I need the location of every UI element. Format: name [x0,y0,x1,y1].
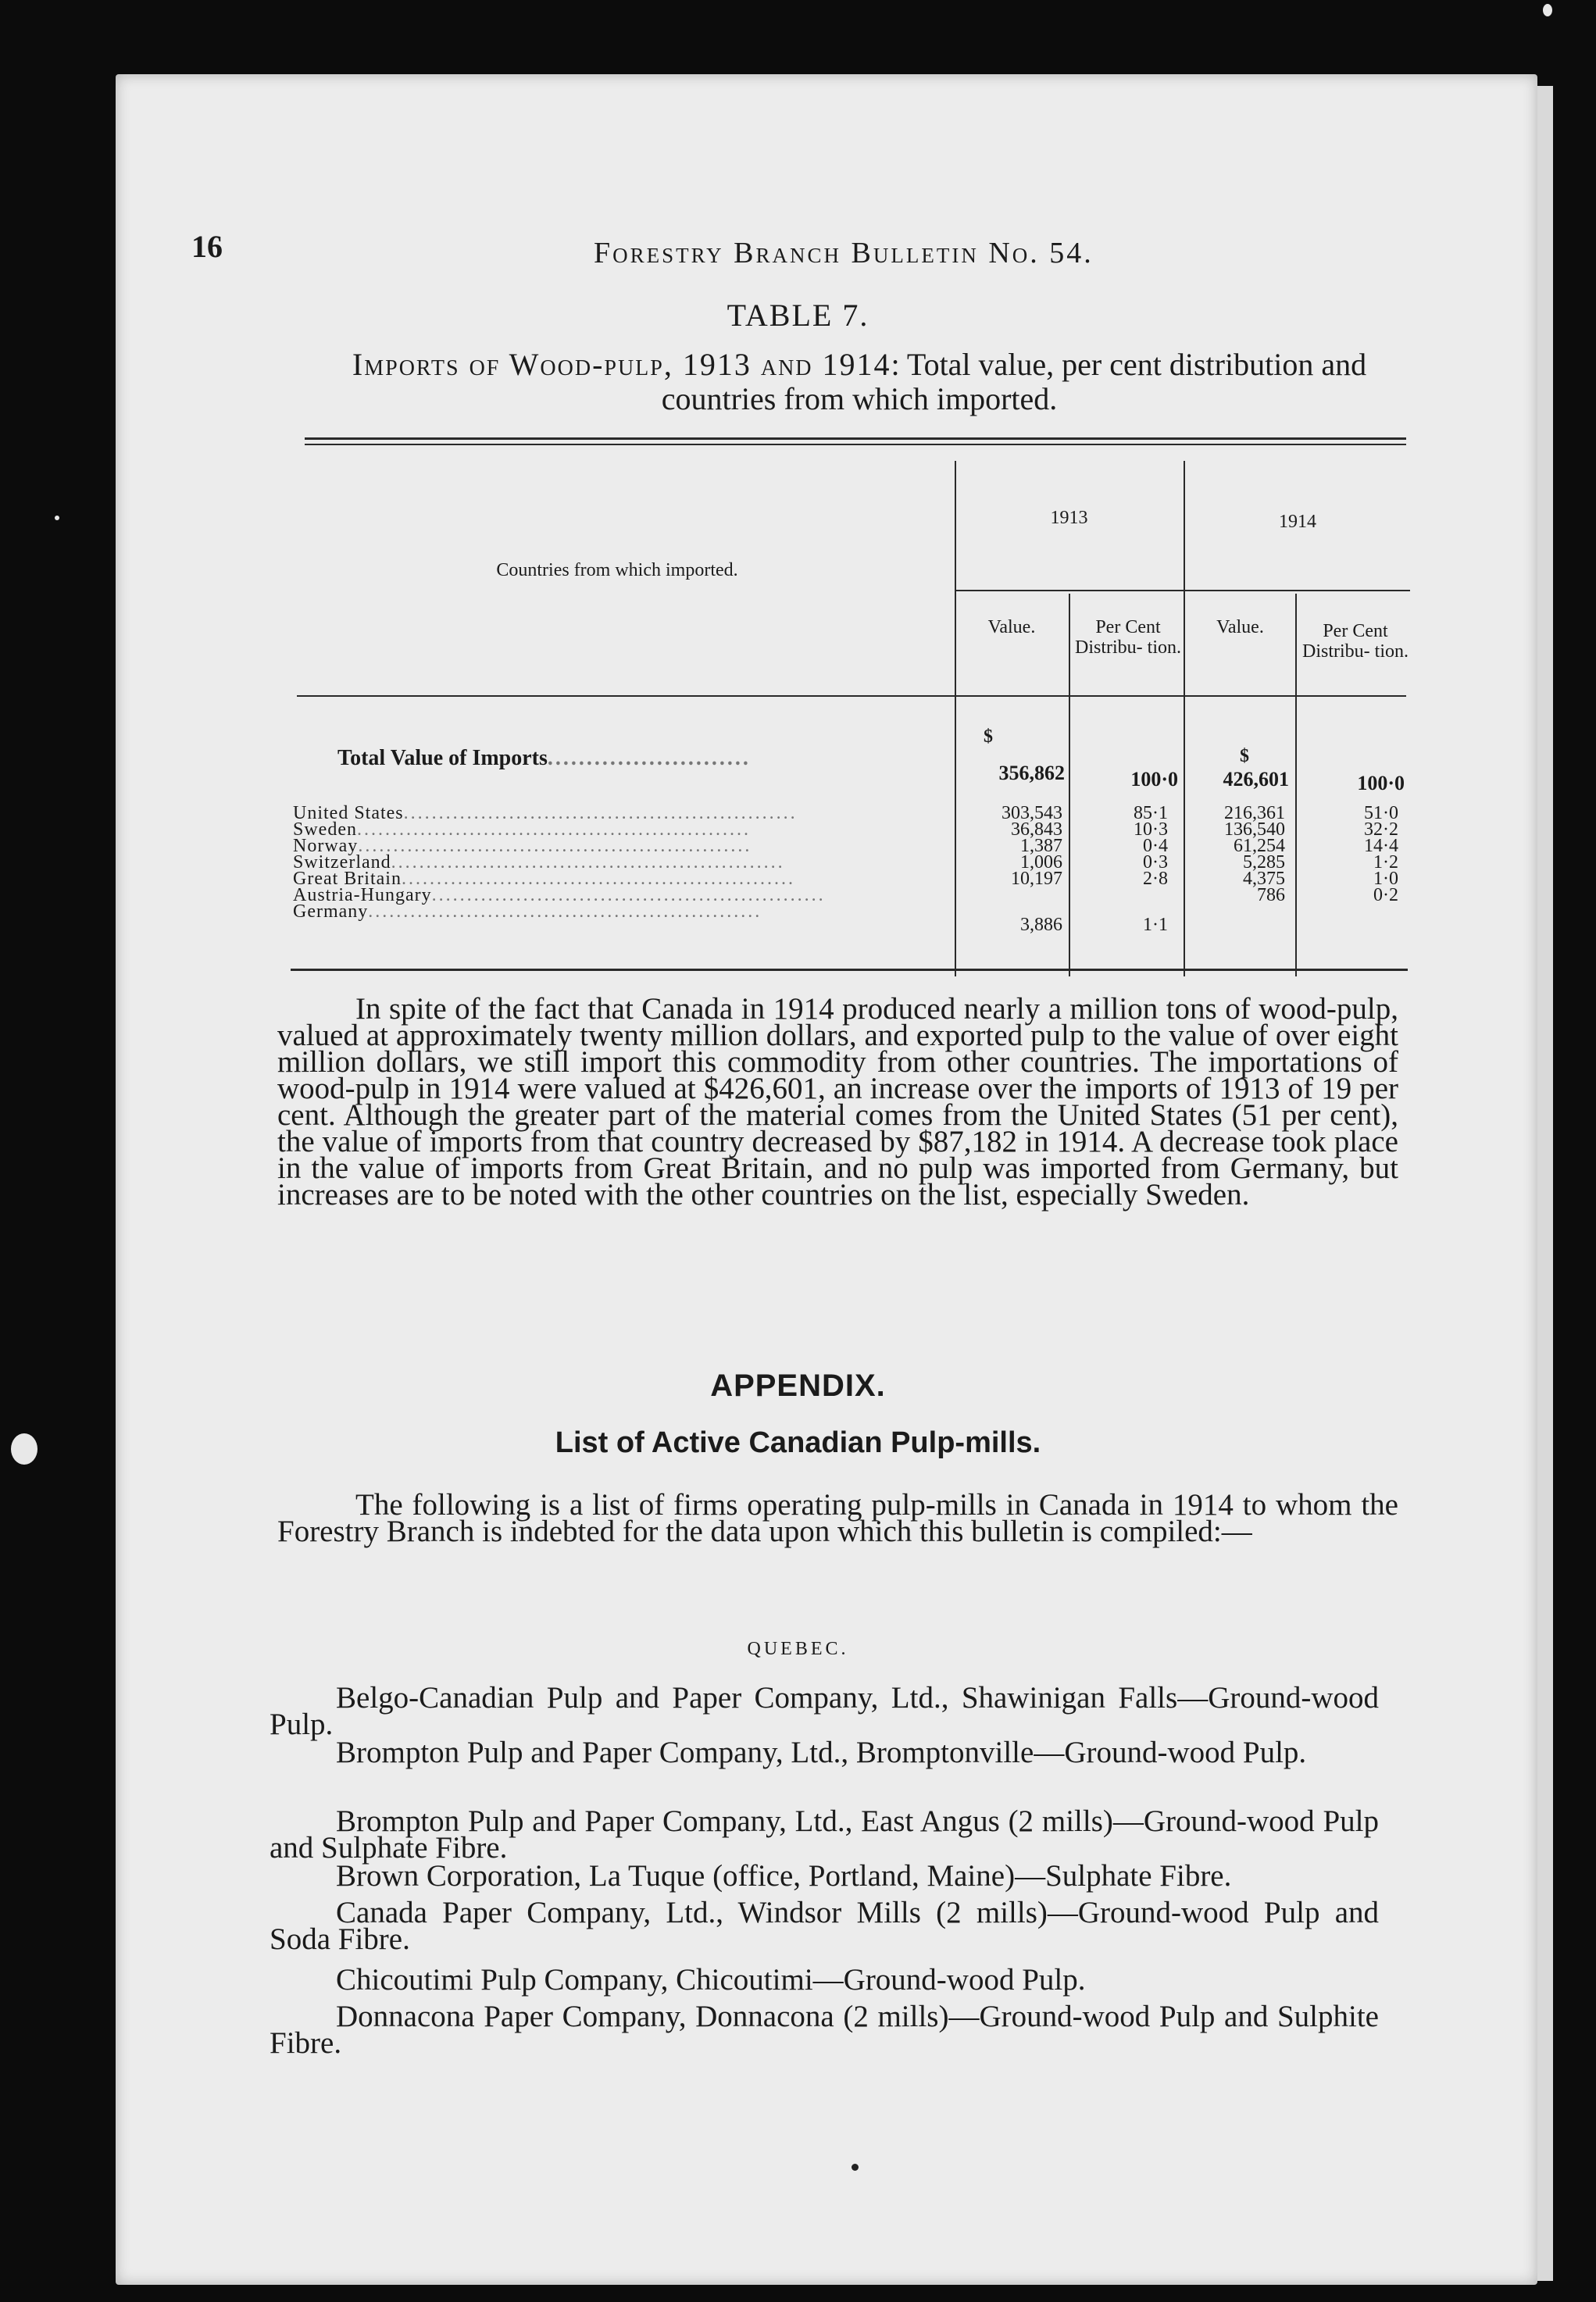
cell-pct-1913: 2·8 [1143,869,1168,889]
cell-pct-1914: 51·0 [1364,803,1398,823]
cell-value-1913: 303,543 [1002,803,1062,823]
mill-entry: Donnacona Paper Company, Donnacona (2 mills)—Ground-wood Pulp and Sulphite Fibre. [270,2000,1379,2060]
leader-dots: ........................................................ [403,803,798,823]
currency-1914: $ [1240,746,1249,766]
body-paragraph: In spite of the fact that Canada in 1914 produced nearly a million tons of wood-pulp, valued at approximately twenty million dollars, and exported pulp to the value of over eight million dollars, we still import this commodity from other countries. The importations of wood-pulp in 1914 were valued at $426,601, an increase over the imports of 1913 of 19 per cent. Although the greater part of the material comes from the United States (51 per cent), the value of imports from that country decreased by $87,182 in 1914. A decrease took place in the value of imports from Great Britain, and no pulp was imported from Germany, but increases are to be noted with the other countries on the list, especially Sweden. [277,992,1398,1212]
table-top-rule-2 [305,444,1406,445]
header-year-rule [955,590,1410,591]
total-value-1913: 356,862 [998,762,1065,784]
cell-value-1914: 786 [1257,885,1285,905]
currency-1913: $ [984,726,993,747]
cell-pct-1914: 0·2 [1373,885,1398,905]
table-bottom-rule [291,969,1408,971]
row-country-text: Germany [293,901,369,922]
col-divider [1295,594,1297,976]
cell-value-1913: 3,886 [1020,915,1062,935]
table-title: TABLE 7. [727,298,869,333]
cell-pct-1913: 10·3 [1134,819,1168,840]
cell-pct-1914: 1·2 [1373,852,1398,873]
cell-value-1914: 61,254 [1234,836,1285,856]
appendix-intro: The following is a list of firms operating pulp-mills in Canada in 1914 to whom the Forestry Branch is indebted for the data upon which this bulletin is compiled:— [277,1488,1398,1548]
col-divider [1184,461,1185,976]
cell-pct-1913: 0·4 [1143,836,1168,856]
leader-dots: .......................... [547,746,751,770]
cell-value-1914: 4,375 [1243,869,1285,889]
cell-value-1914: 136,540 [1224,819,1285,840]
leader-dots: ........................................................ [391,852,785,873]
row-country-text: Austria-Hungary [293,885,432,905]
cell-pct-1913: 0·3 [1143,852,1168,873]
col-divider [1069,594,1070,976]
row-country-text: United States [293,803,404,823]
header-year-1913: 1913 [1050,508,1088,528]
cell-value-1913: 1,006 [1020,852,1062,873]
cell-pct-1914: 14·4 [1364,836,1398,856]
page-footer-dot [852,2164,859,2171]
cell-value-1914: 5,285 [1243,852,1285,873]
header-year-1914: 1914 [1279,512,1316,532]
cell-value-1914: 216,361 [1224,803,1285,823]
row-country [293,901,949,923]
cell-value-1913: 10,197 [1011,869,1062,889]
row-country-text: Great Britain [293,869,402,889]
mill-entry: Brown Corporation, La Tuque (office, Portland, Maine)—Sulphate Fibre. [336,1859,1232,1893]
mill-entry: Canada Paper Company, Ltd., Windsor Mills (2 mills)—Ground-wood Pulp and Soda Fibre. [270,1896,1379,1956]
table-caption [301,348,1418,416]
total-label [337,746,947,771]
row-country-text: Switzerland [293,852,391,873]
row-country-text: Sweden [293,819,357,840]
cell-pct-1913: 1·1 [1143,915,1168,935]
total-label-text: Total Value of Imports [337,746,548,770]
leader-dots: ........................................................ [401,869,795,889]
mill-entry: Brompton Pulp and Paper Company, Ltd., East Angus (2 mills)—Ground-wood Pulp and Sulphate Fibre. [270,1804,1379,1865]
total-pct-1913: 100·0 [1130,768,1178,791]
section-heading: QUEBEC. [747,1639,849,1659]
caption-lead: Imports of Wood-pulp, 1913 and 1914 [352,347,891,382]
header-countries: Countries from which imported. [496,560,738,580]
header-bottom-rule [297,695,1406,697]
running-head: Forestry Branch Bulletin No. 54. [594,237,1094,269]
header-value-1914: Value. [1216,617,1264,637]
scan-speck [55,516,59,520]
cell-pct-1913: 85·1 [1134,803,1168,823]
page-header [191,228,1402,275]
cell-pct-1914: 1·0 [1373,869,1398,889]
header-pct-1913: Per Cent Distribu- tion. [1075,617,1181,658]
page-number: 16 [191,229,223,264]
table-top-rule [305,437,1406,440]
total-value-1914: 426,601 [1223,768,1289,791]
header-value-1913: Value. [987,617,1036,637]
cell-value-1913: 1,387 [1020,836,1062,856]
header-pct-1914: Per Cent Distribu- tion. [1302,621,1409,662]
caption-rest: : Total value, per cent distribution and countries from which imported. [661,347,1367,416]
mill-entry: Belgo-Canadian Pulp and Paper Company, Ltd., Shawinigan Falls—Ground-wood Pulp. [270,1681,1379,1741]
total-pct-1914: 100·0 [1357,772,1405,794]
mill-entry: Chicoutimi Pulp Company, Chicoutimi—Ground-wood Pulp. [336,1963,1086,1997]
mill-entry: Brompton Pulp and Paper Company, Ltd., Bromptonville—Ground-wood Pulp. [336,1736,1307,1769]
leader-dots: ........................................................ [368,901,762,922]
row-country-text: Norway [293,836,359,856]
scan-speck [1543,4,1552,16]
cell-value-1913: 36,843 [1011,819,1062,840]
cell-pct-1914: 32·2 [1364,819,1398,840]
appendix-subtitle: List of Active Canadian Pulp-mills. [555,1426,1041,1459]
leader-dots: ........................................................ [358,836,752,856]
leader-dots: ........................................................ [356,819,751,840]
appendix-title: APPENDIX. [710,1369,886,1403]
leader-dots: ........................................................ [431,885,826,905]
col-divider [955,461,956,976]
